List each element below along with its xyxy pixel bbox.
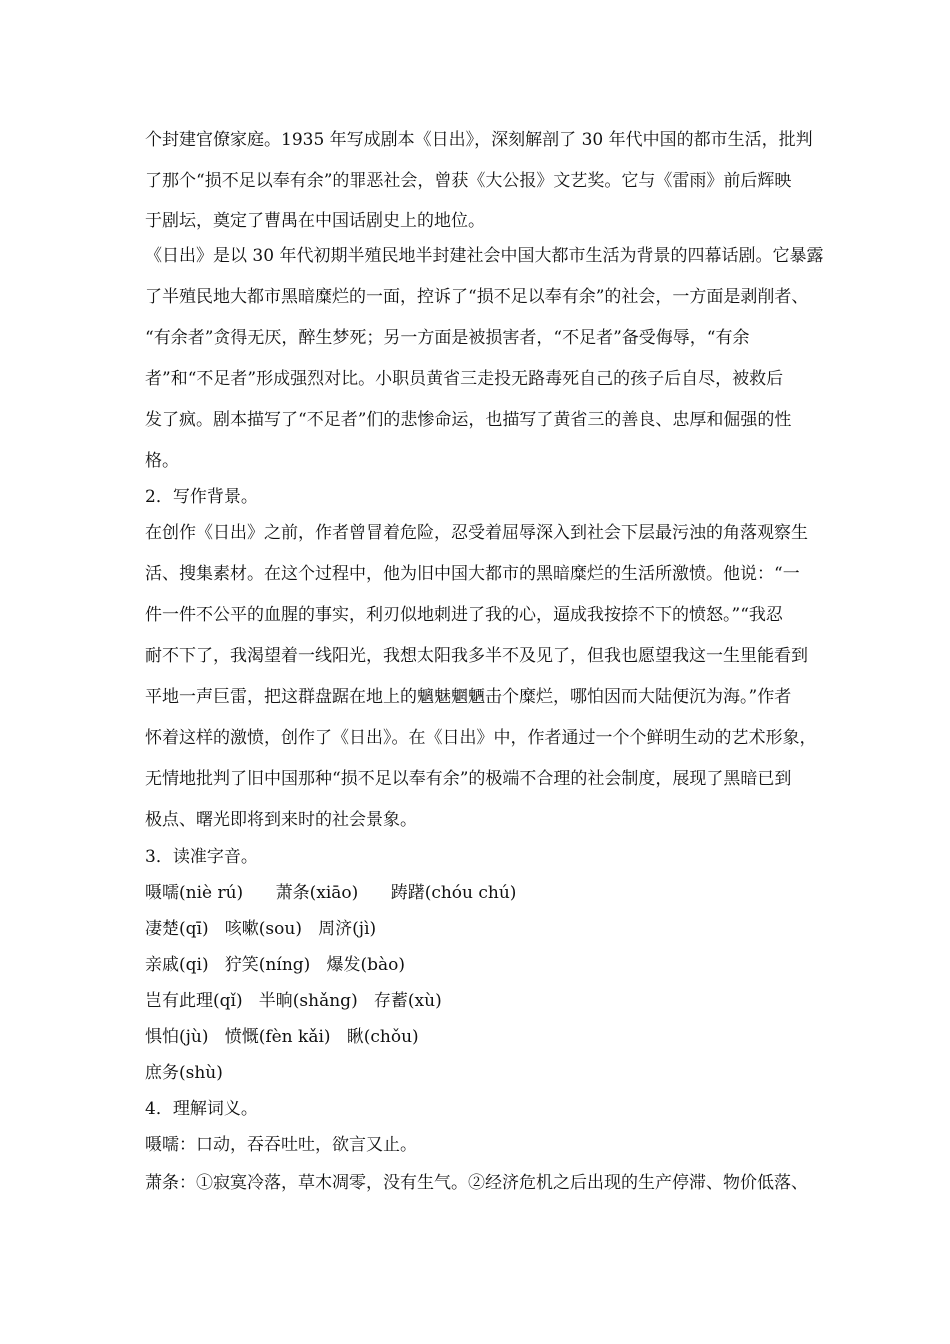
section-heading: 4．理解词义。 xyxy=(145,1099,258,1119)
text-line: 个封建官僚家庭。1935 年写成剧本《日出》，深刻解剖了 30 年代中国的都市生活，批判 xyxy=(145,130,813,150)
definition-line: 嗫嚅：口动，吞吞吐吐，欲言又止。 xyxy=(145,1135,417,1155)
text-line: 于剧坛，奠定了曹禺在中国话剧史上的地位。 xyxy=(145,211,485,231)
text-line: “有余者”贪得无厌，醉生梦死；另一方面是被损害者，“不足者”备受侮辱，“有余 xyxy=(145,328,750,348)
text-line: 怀着这样的激愤，创作了《日出》。在《日出》中，作者通过一个个鲜明生动的艺术形象， xyxy=(145,728,817,748)
text-line: 活、搜集素材。在这个过程中，他为旧中国大都市的黑暗糜烂的生活所激愤。他说：“一 xyxy=(145,564,800,584)
text-line: 了那个“损不足以奉有余”的罪恶社会，曾获《大公报》文艺奖。它与《雷雨》前后辉映 xyxy=(145,171,792,191)
pronunciation-line: 嗫嚅(niè rú) 萧条(xiāo) 踌躇(chóu chú) xyxy=(145,883,517,903)
text-line: 者”和“不足者”形成强烈对比。小职员黄省三走投无路毒死自己的孩子后自尽，被救后 xyxy=(145,369,784,389)
text-line: 《日出》是以 30 年代初期半殖民地半封建社会中国大都市生活为背景的四幕话剧。它暴露 xyxy=(145,246,824,266)
pronunciation-line: 岂有此理(qǐ) 半晌(shǎng) 存蓄(xù) xyxy=(145,991,442,1011)
text-line: 无情地批判了旧中国那种“损不足以奉有余”的极端不合理的社会制度，展现了黑暗已到 xyxy=(145,769,792,789)
pronunciation-line: 庶务(shù) xyxy=(145,1063,223,1083)
section-heading: 2．写作背景。 xyxy=(145,487,258,507)
definition-line: 萧条：①寂寞冷落，草木凋零，没有生气。②经济危机之后出现的生产停滞、物价低落、 xyxy=(145,1173,808,1193)
text-line: 件一件不公平的血腥的事实，利刃似地刺进了我的心，逼成我按捺不下的愤怒。”“我忍 xyxy=(145,605,783,625)
text-line: 耐不下了，我渴望着一线阳光，我想太阳我多半不及见了，但我也愿望我这一生里能看到 xyxy=(145,646,808,666)
pronunciation-line: 亲戚(qi) 狞笑(níng) 爆发(bào) xyxy=(145,955,406,975)
text-line: 了半殖民地大都市黑暗糜烂的一面，控诉了“损不足以奉有余”的社会，一方面是剥削者、 xyxy=(145,287,809,307)
text-line: 极点、曙光即将到来时的社会景象。 xyxy=(145,810,417,830)
text-line: 在创作《日出》之前，作者曾冒着危险，忍受着屈辱深入到社会下层最污浊的角落观察生 xyxy=(145,523,808,543)
pronunciation-line: 惧怕(jù) 愤慨(fèn kǎi) 瞅(chǒu) xyxy=(145,1027,419,1047)
text-line: 格。 xyxy=(145,451,179,471)
text-line: 平地一声巨雷，把这群盘踞在地上的魑魅魍魉击个糜烂，哪怕因而大陆便沉为海。”作者 xyxy=(145,687,792,707)
pronunciation-line: 凄楚(qī) 咳嗽(sou) 周济(jì) xyxy=(145,919,377,939)
section-heading: 3．读准字音。 xyxy=(145,847,258,867)
text-line: 发了疯。剧本描写了“不足者”们的悲惨命运，也描写了黄省三的善良、忠厚和倔强的性 xyxy=(145,410,792,430)
